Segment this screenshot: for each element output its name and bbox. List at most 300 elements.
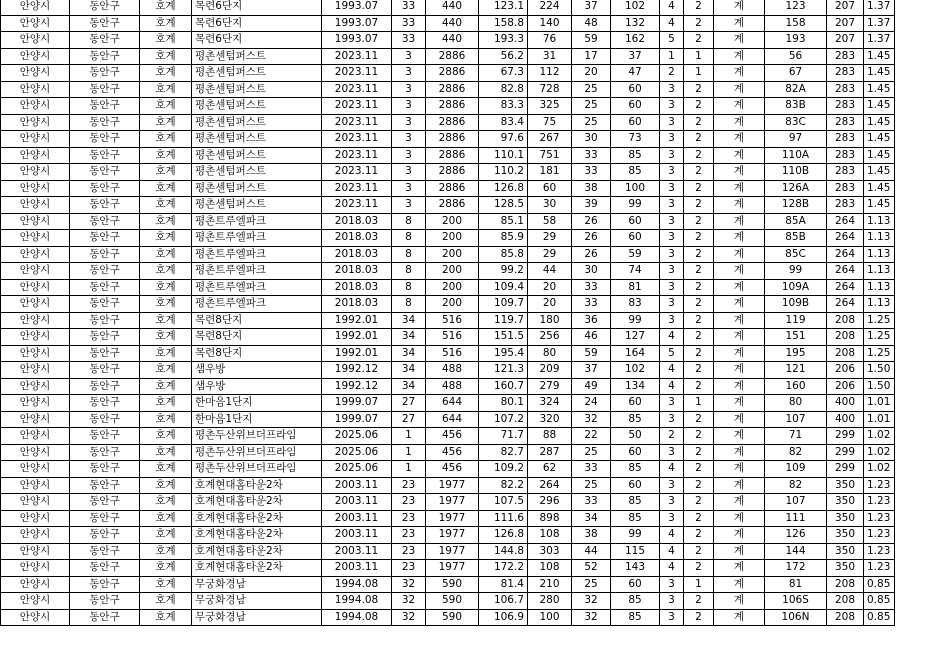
- cell-floor-area-ratio[interactable]: 1.23: [864, 527, 895, 544]
- cell-type-code[interactable]: 82: [765, 477, 827, 494]
- cell-floor-area-ratio[interactable]: 1.13: [864, 296, 895, 313]
- cell-baths[interactable]: 2: [684, 15, 714, 32]
- cell-type-code[interactable]: 126A: [765, 180, 827, 197]
- cell-floor-area-ratio[interactable]: 1.13: [864, 246, 895, 263]
- cell-built-date[interactable]: 2023.11: [322, 164, 392, 181]
- cell-type-code[interactable]: 85C: [765, 246, 827, 263]
- cell-households[interactable]: 516: [426, 312, 479, 329]
- cell-parking[interactable]: 283: [827, 180, 864, 197]
- cell-floor-area-ratio[interactable]: 1.50: [864, 378, 895, 395]
- cell-dong[interactable]: 호계: [140, 444, 192, 461]
- cell-dong[interactable]: 호계: [140, 48, 192, 65]
- cell-baths[interactable]: 1: [684, 48, 714, 65]
- cell-parking[interactable]: 208: [827, 593, 864, 610]
- cell-dong[interactable]: 호계: [140, 378, 192, 395]
- cell-rooms[interactable]: 3: [660, 593, 684, 610]
- cell-baths[interactable]: 2: [684, 510, 714, 527]
- cell-type-code[interactable]: 195: [765, 345, 827, 362]
- cell-district[interactable]: 동안구: [70, 345, 140, 362]
- cell-type-code[interactable]: 83B: [765, 98, 827, 115]
- cell-baths[interactable]: 2: [684, 114, 714, 131]
- cell-hallway-type[interactable]: 계: [714, 461, 765, 478]
- cell-city[interactable]: 안양시: [1, 0, 70, 15]
- cell-city[interactable]: 안양시: [1, 576, 70, 593]
- cell-area[interactable]: 67.3: [479, 65, 528, 82]
- cell-baths[interactable]: 2: [684, 428, 714, 445]
- cell-dong[interactable]: 호계: [140, 230, 192, 247]
- cell-pyeong[interactable]: 33: [572, 164, 611, 181]
- cell-complex-name[interactable]: 무궁화경남: [192, 609, 322, 626]
- cell-parking[interactable]: 350: [827, 510, 864, 527]
- cell-complex-name[interactable]: 샘우방: [192, 362, 322, 379]
- cell-area[interactable]: 82.7: [479, 444, 528, 461]
- cell-dong[interactable]: 호계: [140, 131, 192, 148]
- cell-dong[interactable]: 호계: [140, 164, 192, 181]
- cell-area[interactable]: 119.7: [479, 312, 528, 329]
- cell-built-date[interactable]: 2023.11: [322, 65, 392, 82]
- cell-city[interactable]: 안양시: [1, 411, 70, 428]
- cell-exclusive-area[interactable]: 60: [611, 576, 660, 593]
- cell-pyeong[interactable]: 39: [572, 197, 611, 214]
- cell-floor-area-ratio[interactable]: 1.25: [864, 345, 895, 362]
- cell-households[interactable]: 200: [426, 246, 479, 263]
- cell-rooms[interactable]: 3: [660, 230, 684, 247]
- cell-parking[interactable]: 283: [827, 81, 864, 98]
- cell-parking[interactable]: 299: [827, 444, 864, 461]
- cell-hallway-type[interactable]: 계: [714, 527, 765, 544]
- cell-households[interactable]: 516: [426, 329, 479, 346]
- cell-exclusive-area[interactable]: 85: [611, 593, 660, 610]
- cell-parking[interactable]: 350: [827, 494, 864, 511]
- cell-rooms[interactable]: 5: [660, 32, 684, 49]
- cell-city[interactable]: 안양시: [1, 263, 70, 280]
- cell-built-date[interactable]: 2003.11: [322, 510, 392, 527]
- cell-built-date[interactable]: 2025.06: [322, 444, 392, 461]
- cell-dong[interactable]: 호계: [140, 560, 192, 577]
- cell-exclusive-area[interactable]: 99: [611, 527, 660, 544]
- cell-age-years[interactable]: 23: [392, 560, 426, 577]
- cell-households[interactable]: 488: [426, 362, 479, 379]
- cell-area[interactable]: 109.4: [479, 279, 528, 296]
- cell-built-date[interactable]: 1999.07: [322, 395, 392, 412]
- cell-built-date[interactable]: 2023.11: [322, 180, 392, 197]
- cell-exclusive-area[interactable]: 85: [611, 164, 660, 181]
- cell-households[interactable]: 200: [426, 230, 479, 247]
- cell-complex-name[interactable]: 평촌센텀퍼스트: [192, 131, 322, 148]
- cell-district[interactable]: 동안구: [70, 477, 140, 494]
- cell-floor-area-ratio[interactable]: 1.45: [864, 65, 895, 82]
- cell-city[interactable]: 안양시: [1, 279, 70, 296]
- cell-hallway-type[interactable]: 계: [714, 263, 765, 280]
- cell-exclusive-area[interactable]: 83: [611, 296, 660, 313]
- cell-type-code[interactable]: 106N: [765, 609, 827, 626]
- cell-parking[interactable]: 207: [827, 0, 864, 15]
- cell-type-code[interactable]: 151: [765, 329, 827, 346]
- cell-parking[interactable]: 206: [827, 362, 864, 379]
- cell-hallway-type[interactable]: 계: [714, 279, 765, 296]
- cell-dong[interactable]: 호계: [140, 213, 192, 230]
- cell-floor-area-ratio[interactable]: 1.45: [864, 164, 895, 181]
- cell-age-years[interactable]: 1: [392, 444, 426, 461]
- cell-area[interactable]: 110.2: [479, 164, 528, 181]
- cell-households[interactable]: 644: [426, 395, 479, 412]
- cell-complex-name[interactable]: 평촌센텀퍼스트: [192, 65, 322, 82]
- cell-rooms[interactable]: 3: [660, 180, 684, 197]
- cell-unit-count[interactable]: 728: [528, 81, 572, 98]
- cell-exclusive-area[interactable]: 85: [611, 609, 660, 626]
- cell-pyeong[interactable]: 37: [572, 362, 611, 379]
- cell-city[interactable]: 안양시: [1, 609, 70, 626]
- cell-type-code[interactable]: 67: [765, 65, 827, 82]
- cell-unit-count[interactable]: 210: [528, 576, 572, 593]
- cell-rooms[interactable]: 2: [660, 65, 684, 82]
- cell-pyeong[interactable]: 38: [572, 527, 611, 544]
- cell-rooms[interactable]: 3: [660, 114, 684, 131]
- cell-rooms[interactable]: 3: [660, 312, 684, 329]
- cell-households[interactable]: 1977: [426, 494, 479, 511]
- cell-dong[interactable]: 호계: [140, 263, 192, 280]
- cell-city[interactable]: 안양시: [1, 213, 70, 230]
- cell-baths[interactable]: 2: [684, 164, 714, 181]
- cell-households[interactable]: 590: [426, 593, 479, 610]
- cell-age-years[interactable]: 23: [392, 510, 426, 527]
- cell-hallway-type[interactable]: 계: [714, 395, 765, 412]
- cell-hallway-type[interactable]: 계: [714, 593, 765, 610]
- cell-age-years[interactable]: 3: [392, 131, 426, 148]
- cell-dong[interactable]: 호계: [140, 494, 192, 511]
- cell-built-date[interactable]: 2018.03: [322, 213, 392, 230]
- cell-pyeong[interactable]: 32: [572, 411, 611, 428]
- cell-complex-name[interactable]: 평촌센텀퍼스트: [192, 98, 322, 115]
- cell-type-code[interactable]: 56: [765, 48, 827, 65]
- cell-city[interactable]: 안양시: [1, 477, 70, 494]
- cell-age-years[interactable]: 33: [392, 0, 426, 15]
- cell-baths[interactable]: 2: [684, 230, 714, 247]
- cell-pyeong[interactable]: 33: [572, 296, 611, 313]
- cell-floor-area-ratio[interactable]: 1.01: [864, 395, 895, 412]
- cell-pyeong[interactable]: 25: [572, 114, 611, 131]
- cell-hallway-type[interactable]: 계: [714, 164, 765, 181]
- cell-built-date[interactable]: 1993.07: [322, 15, 392, 32]
- cell-hallway-type[interactable]: 계: [714, 477, 765, 494]
- cell-exclusive-area[interactable]: 60: [611, 114, 660, 131]
- cell-baths[interactable]: 2: [684, 98, 714, 115]
- cell-baths[interactable]: 2: [684, 32, 714, 49]
- cell-baths[interactable]: 2: [684, 246, 714, 263]
- cell-dong[interactable]: 호계: [140, 114, 192, 131]
- cell-area[interactable]: 106.9: [479, 609, 528, 626]
- cell-rooms[interactable]: 3: [660, 246, 684, 263]
- cell-pyeong[interactable]: 36: [572, 312, 611, 329]
- cell-unit-count[interactable]: 30: [528, 197, 572, 214]
- cell-pyeong[interactable]: 44: [572, 543, 611, 560]
- cell-exclusive-area[interactable]: 102: [611, 0, 660, 15]
- cell-unit-count[interactable]: 264: [528, 477, 572, 494]
- cell-households[interactable]: 2886: [426, 114, 479, 131]
- cell-households[interactable]: 488: [426, 378, 479, 395]
- cell-district[interactable]: 동안구: [70, 444, 140, 461]
- cell-type-code[interactable]: 109: [765, 461, 827, 478]
- cell-dong[interactable]: 호계: [140, 246, 192, 263]
- cell-rooms[interactable]: 4: [660, 543, 684, 560]
- cell-age-years[interactable]: 34: [392, 312, 426, 329]
- cell-hallway-type[interactable]: 계: [714, 147, 765, 164]
- cell-complex-name[interactable]: 목련8단지: [192, 312, 322, 329]
- cell-pyeong[interactable]: 32: [572, 609, 611, 626]
- cell-rooms[interactable]: 3: [660, 609, 684, 626]
- cell-rooms[interactable]: 3: [660, 98, 684, 115]
- cell-city[interactable]: 안양시: [1, 15, 70, 32]
- cell-dong[interactable]: 호계: [140, 15, 192, 32]
- cell-rooms[interactable]: 3: [660, 263, 684, 280]
- cell-dong[interactable]: 호계: [140, 428, 192, 445]
- cell-city[interactable]: 안양시: [1, 98, 70, 115]
- cell-hallway-type[interactable]: 계: [714, 15, 765, 32]
- cell-built-date[interactable]: 2003.11: [322, 560, 392, 577]
- cell-dong[interactable]: 호계: [140, 147, 192, 164]
- cell-area[interactable]: 151.5: [479, 329, 528, 346]
- cell-unit-count[interactable]: 108: [528, 560, 572, 577]
- cell-district[interactable]: 동안구: [70, 428, 140, 445]
- cell-area[interactable]: 126.8: [479, 527, 528, 544]
- cell-hallway-type[interactable]: 계: [714, 312, 765, 329]
- cell-parking[interactable]: 283: [827, 48, 864, 65]
- cell-dong[interactable]: 호계: [140, 395, 192, 412]
- cell-city[interactable]: 안양시: [1, 131, 70, 148]
- cell-unit-count[interactable]: 256: [528, 329, 572, 346]
- cell-area[interactable]: 71.7: [479, 428, 528, 445]
- cell-hallway-type[interactable]: 계: [714, 114, 765, 131]
- cell-area[interactable]: 121.3: [479, 362, 528, 379]
- cell-baths[interactable]: 2: [684, 494, 714, 511]
- cell-unit-count[interactable]: 287: [528, 444, 572, 461]
- cell-city[interactable]: 안양시: [1, 81, 70, 98]
- cell-built-date[interactable]: 2003.11: [322, 527, 392, 544]
- cell-exclusive-area[interactable]: 60: [611, 230, 660, 247]
- cell-households[interactable]: 1977: [426, 560, 479, 577]
- cell-households[interactable]: 1977: [426, 543, 479, 560]
- cell-complex-name[interactable]: 샘우방: [192, 378, 322, 395]
- cell-dong[interactable]: 호계: [140, 609, 192, 626]
- cell-type-code[interactable]: 109A: [765, 279, 827, 296]
- cell-households[interactable]: 2886: [426, 81, 479, 98]
- cell-age-years[interactable]: 3: [392, 147, 426, 164]
- cell-built-date[interactable]: 1994.08: [322, 576, 392, 593]
- cell-households[interactable]: 440: [426, 0, 479, 15]
- cell-exclusive-area[interactable]: 99: [611, 197, 660, 214]
- cell-pyeong[interactable]: 33: [572, 461, 611, 478]
- cell-parking[interactable]: 283: [827, 114, 864, 131]
- cell-built-date[interactable]: 2018.03: [322, 296, 392, 313]
- cell-type-code[interactable]: 81: [765, 576, 827, 593]
- cell-age-years[interactable]: 34: [392, 329, 426, 346]
- cell-district[interactable]: 동안구: [70, 560, 140, 577]
- cell-complex-name[interactable]: 평촌트루엘파크: [192, 263, 322, 280]
- cell-baths[interactable]: 1: [684, 395, 714, 412]
- cell-age-years[interactable]: 8: [392, 230, 426, 247]
- cell-floor-area-ratio[interactable]: 1.23: [864, 494, 895, 511]
- cell-area[interactable]: 111.6: [479, 510, 528, 527]
- cell-parking[interactable]: 299: [827, 428, 864, 445]
- cell-floor-area-ratio[interactable]: 1.13: [864, 263, 895, 280]
- cell-dong[interactable]: 호계: [140, 411, 192, 428]
- cell-unit-count[interactable]: 75: [528, 114, 572, 131]
- cell-hallway-type[interactable]: 계: [714, 329, 765, 346]
- cell-city[interactable]: 안양시: [1, 494, 70, 511]
- cell-unit-count[interactable]: 20: [528, 296, 572, 313]
- cell-complex-name[interactable]: 목련6단지: [192, 15, 322, 32]
- cell-complex-name[interactable]: 평촌센텀퍼스트: [192, 114, 322, 131]
- cell-households[interactable]: 590: [426, 609, 479, 626]
- cell-parking[interactable]: 283: [827, 98, 864, 115]
- cell-city[interactable]: 안양시: [1, 246, 70, 263]
- cell-exclusive-area[interactable]: 60: [611, 444, 660, 461]
- cell-pyeong[interactable]: 32: [572, 593, 611, 610]
- cell-parking[interactable]: 299: [827, 461, 864, 478]
- cell-households[interactable]: 2886: [426, 164, 479, 181]
- cell-rooms[interactable]: 3: [660, 576, 684, 593]
- cell-unit-count[interactable]: 62: [528, 461, 572, 478]
- cell-complex-name[interactable]: 평촌트루엘파크: [192, 213, 322, 230]
- cell-age-years[interactable]: 8: [392, 213, 426, 230]
- cell-rooms[interactable]: 3: [660, 279, 684, 296]
- cell-complex-name[interactable]: 목련6단지: [192, 0, 322, 15]
- cell-unit-count[interactable]: 180: [528, 312, 572, 329]
- cell-district[interactable]: 동안구: [70, 98, 140, 115]
- cell-floor-area-ratio[interactable]: 0.85: [864, 576, 895, 593]
- cell-district[interactable]: 동안구: [70, 510, 140, 527]
- cell-dong[interactable]: 호계: [140, 477, 192, 494]
- cell-rooms[interactable]: 3: [660, 81, 684, 98]
- cell-type-code[interactable]: 160: [765, 378, 827, 395]
- cell-floor-area-ratio[interactable]: 0.85: [864, 609, 895, 626]
- cell-rooms[interactable]: 4: [660, 362, 684, 379]
- cell-baths[interactable]: 2: [684, 197, 714, 214]
- cell-age-years[interactable]: 3: [392, 48, 426, 65]
- cell-unit-count[interactable]: 296: [528, 494, 572, 511]
- cell-type-code[interactable]: 82: [765, 444, 827, 461]
- cell-households[interactable]: 590: [426, 576, 479, 593]
- cell-area[interactable]: 128.5: [479, 197, 528, 214]
- cell-city[interactable]: 안양시: [1, 428, 70, 445]
- cell-complex-name[interactable]: 평촌두산위브더프라임: [192, 461, 322, 478]
- cell-dong[interactable]: 호계: [140, 312, 192, 329]
- cell-dong[interactable]: 호계: [140, 461, 192, 478]
- cell-area[interactable]: 83.3: [479, 98, 528, 115]
- cell-pyeong[interactable]: 25: [572, 81, 611, 98]
- cell-baths[interactable]: 2: [684, 279, 714, 296]
- cell-unit-count[interactable]: 29: [528, 246, 572, 263]
- cell-floor-area-ratio[interactable]: 1.13: [864, 213, 895, 230]
- cell-area[interactable]: 160.7: [479, 378, 528, 395]
- cell-floor-area-ratio[interactable]: 1.25: [864, 312, 895, 329]
- cell-households[interactable]: 2886: [426, 131, 479, 148]
- cell-baths[interactable]: 2: [684, 131, 714, 148]
- cell-built-date[interactable]: 2023.11: [322, 48, 392, 65]
- cell-exclusive-area[interactable]: 85: [611, 411, 660, 428]
- cell-dong[interactable]: 호계: [140, 543, 192, 560]
- cell-rooms[interactable]: 3: [660, 164, 684, 181]
- cell-type-code[interactable]: 123: [765, 0, 827, 15]
- cell-baths[interactable]: 2: [684, 609, 714, 626]
- cell-baths[interactable]: 2: [684, 81, 714, 98]
- cell-baths[interactable]: 2: [684, 560, 714, 577]
- cell-unit-count[interactable]: 898: [528, 510, 572, 527]
- cell-baths[interactable]: 1: [684, 576, 714, 593]
- cell-complex-name[interactable]: 한마음1단지: [192, 411, 322, 428]
- cell-rooms[interactable]: 4: [660, 15, 684, 32]
- cell-parking[interactable]: 283: [827, 164, 864, 181]
- cell-rooms[interactable]: 4: [660, 0, 684, 15]
- cell-city[interactable]: 안양시: [1, 345, 70, 362]
- cell-type-code[interactable]: 80: [765, 395, 827, 412]
- cell-pyeong[interactable]: 48: [572, 15, 611, 32]
- cell-parking[interactable]: 264: [827, 296, 864, 313]
- cell-pyeong[interactable]: 25: [572, 576, 611, 593]
- cell-pyeong[interactable]: 33: [572, 494, 611, 511]
- cell-area[interactable]: 123.1: [479, 0, 528, 15]
- cell-parking[interactable]: 207: [827, 15, 864, 32]
- cell-exclusive-area[interactable]: 60: [611, 477, 660, 494]
- cell-floor-area-ratio[interactable]: 1.23: [864, 510, 895, 527]
- cell-city[interactable]: 안양시: [1, 32, 70, 49]
- cell-hallway-type[interactable]: 계: [714, 48, 765, 65]
- cell-district[interactable]: 동안구: [70, 527, 140, 544]
- cell-baths[interactable]: 2: [684, 543, 714, 560]
- cell-area[interactable]: 144.8: [479, 543, 528, 560]
- cell-type-code[interactable]: 106S: [765, 593, 827, 610]
- cell-built-date[interactable]: 1999.07: [322, 411, 392, 428]
- cell-district[interactable]: 동안구: [70, 114, 140, 131]
- cell-built-date[interactable]: 1994.08: [322, 609, 392, 626]
- cell-complex-name[interactable]: 평촌트루엘파크: [192, 230, 322, 247]
- cell-city[interactable]: 안양시: [1, 180, 70, 197]
- cell-rooms[interactable]: 4: [660, 527, 684, 544]
- cell-pyeong[interactable]: 52: [572, 560, 611, 577]
- cell-area[interactable]: 85.9: [479, 230, 528, 247]
- cell-area[interactable]: 193.3: [479, 32, 528, 49]
- cell-households[interactable]: 1977: [426, 527, 479, 544]
- cell-floor-area-ratio[interactable]: 1.37: [864, 0, 895, 15]
- cell-hallway-type[interactable]: 계: [714, 378, 765, 395]
- cell-households[interactable]: 200: [426, 263, 479, 280]
- cell-rooms[interactable]: 3: [660, 477, 684, 494]
- cell-city[interactable]: 안양시: [1, 362, 70, 379]
- cell-complex-name[interactable]: 호계현대홈타운2차: [192, 510, 322, 527]
- cell-complex-name[interactable]: 목련6단지: [192, 32, 322, 49]
- cell-baths[interactable]: 2: [684, 477, 714, 494]
- cell-floor-area-ratio[interactable]: 1.25: [864, 329, 895, 346]
- cell-dong[interactable]: 호계: [140, 510, 192, 527]
- cell-baths[interactable]: 2: [684, 263, 714, 280]
- cell-baths[interactable]: 2: [684, 312, 714, 329]
- cell-exclusive-area[interactable]: 60: [611, 213, 660, 230]
- cell-age-years[interactable]: 8: [392, 263, 426, 280]
- cell-area[interactable]: 82.2: [479, 477, 528, 494]
- cell-type-code[interactable]: 128B: [765, 197, 827, 214]
- cell-city[interactable]: 안양시: [1, 593, 70, 610]
- cell-age-years[interactable]: 33: [392, 15, 426, 32]
- cell-complex-name[interactable]: 평촌센텀퍼스트: [192, 164, 322, 181]
- cell-pyeong[interactable]: 17: [572, 48, 611, 65]
- cell-households[interactable]: 456: [426, 428, 479, 445]
- cell-parking[interactable]: 264: [827, 279, 864, 296]
- cell-built-date[interactable]: 1992.12: [322, 378, 392, 395]
- cell-built-date[interactable]: 2003.11: [322, 477, 392, 494]
- cell-pyeong[interactable]: 25: [572, 444, 611, 461]
- cell-area[interactable]: 109.7: [479, 296, 528, 313]
- cell-built-date[interactable]: 2025.06: [322, 428, 392, 445]
